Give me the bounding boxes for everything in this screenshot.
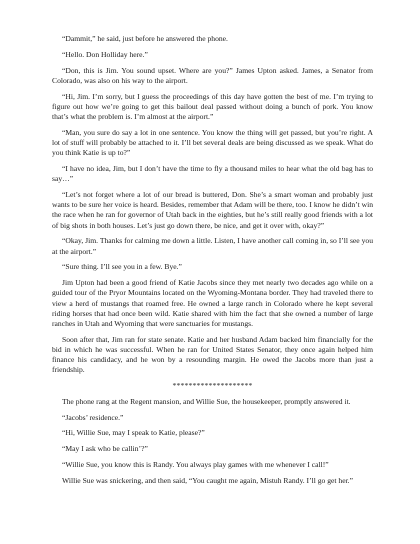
paragraph: “I have no idea, Jim, but I don’t have the time to fly a thousand miles to hear what the old bag has to say…” — [52, 164, 373, 184]
paragraph: Soon after that, Jim ran for state senate. Katie and her husband Adam backed him financially for the bid in which he was successful. When he ran for United States Senator, they once again helped him finance his candidacy, and he won by a resounding margin. He owed the Jacobs more than just a friendship. — [52, 334, 373, 375]
paragraph: “Don, this is Jim. You sound upset. Where are you?” James Upton asked. James, a Senator from Colorado, was also on his way to the airport. — [52, 65, 373, 85]
paragraph: “Man, you sure do say a lot in one sentence. You know the thing will get passed, but you’re right. A lot of stuff will probably be attached to it. I’ll bet several deals are being discussed as we speak. What do you think Katie is up to?” — [52, 127, 373, 158]
paragraph: Jim Upton had been a good friend of Katie Jacobs since they met nearly two decades ago while on a guided tour of the Pryor Mountains located on the Wyoming-Montana border. They had traveled there to view a herd of mustangs that roamed free. He owned a large ranch in Colorado where he kept several riding horses that had once been wild. Katie shared with him the fact that she owned a number of large ranches in Utah and Wyoming that were sanctuaries for mustangs. — [52, 278, 373, 329]
paragraph: Willie Sue was snickering, and then said, “You caught me again, Mistuh Randy. I’ll go get her.” — [62, 475, 353, 485]
paragraph: “Willie Sue, you know this is Randy. You always play games with me whenever I call!” — [62, 460, 329, 469]
paragraph: “May I ask who be callin’?” — [62, 444, 148, 454]
paragraph: “Dammit,” he said, just before he answered the phone. — [62, 34, 228, 43]
paragraph: “Hello. Don Holliday here.” — [62, 49, 148, 59]
paragraph: “Let’s not forget where a lot of our bread is buttered, Don. She’s a smart woman and probably just wants to be sure her voice is heard. Besides, remember that Adam will be there, too. I know he didn’t win the race when he ran for governor of Utah back in the eighties, but he’s still really good friends with a lot of big shots in both houses. Let’s just go down there, be nice, and get it over with, okay?” — [52, 190, 373, 230]
paragraph: “Hi, Willie Sue, may I speak to Katie, please?” — [62, 428, 205, 438]
paragraph: The phone rang at the Regent mansion, and Willie Sue, the housekeeper, promptly answered it. — [62, 396, 351, 406]
paragraph: “Jacobs’ residence.” — [62, 412, 124, 422]
paragraph: “Hi, Jim. I’m sorry, but I guess the proceedings of this day have gotten the best of me. I’m trying to figure out how we’re going to get this bailout deal passed without doing a bunch of pork. You know that’s what the problem is. I’m almost at the airport.” — [52, 91, 373, 121]
paragraph: “Okay, Jim. Thanks for calming me down a little. Listen, I have another call coming in, so I’ll see you at the airport.” — [52, 236, 373, 256]
document-page — [52, 34, 373, 492]
paragraph: “Sure thing. I’ll see you in a few. Bye.” — [62, 262, 182, 272]
section-separator: ******************** — [172, 381, 253, 391]
